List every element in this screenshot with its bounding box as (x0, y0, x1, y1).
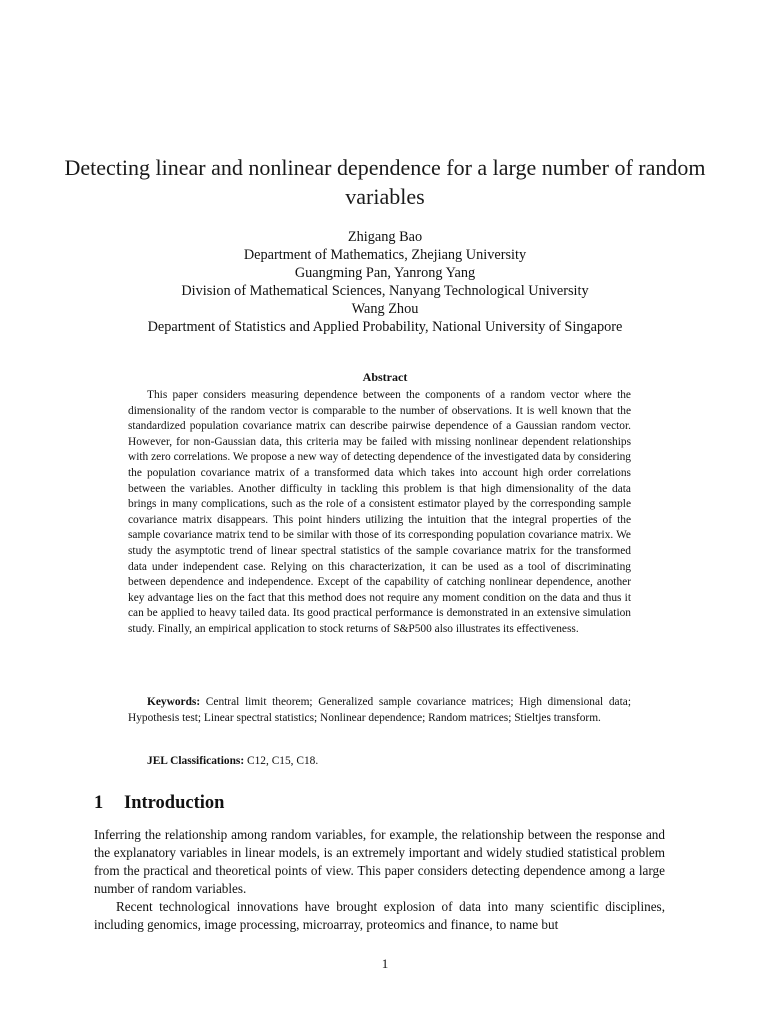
section-title: Introduction (124, 793, 225, 813)
keywords-label: Keywords: (147, 696, 201, 708)
author-name: Wang Zhou (351, 301, 419, 317)
intro-paragraph: Inferring the relationship among random variables, for example, the relationship between the response and the explanatory variables in linear models, is an extremely important and widely studied statistical problem from the practical and theoretical points of view. This paper considers detecting dependence among a large number of random variables. (94, 827, 665, 896)
section-heading (94, 791, 224, 815)
author-affiliation: Department of Statistics and Applied Probability, National University of Singapore (147, 319, 623, 335)
author-affiliation: Department of Mathematics, Zhejiang University (243, 247, 527, 263)
abstract-heading: Abstract (362, 370, 408, 384)
page-number: 1 (381, 956, 389, 971)
author-name: Guangming Pan, Yanrong Yang (294, 265, 476, 281)
keywords-paragraph (128, 695, 631, 726)
abstract-text: This paper considers measuring dependence between the components of a random vector where the dimensionality of the random vector is comparable to the number of observations. It is well known that the standardized population covariance matrix can describe pairwise dependence of a Gaussian random vector. However, for non-Gaussian data, this criteria may be failed with missing nonlinear dependent relationships with zero correlations. We propose a new way of detecting dependence of the investigated data by considering the population covariance matrix of a transformed data which takes into account high order correlations between the variables. Another difficulty in tackling this problem is that high dimensionality of the data brings in many complications, such as the role of a consistent estimator played by the corresponding sample covariance matrix disappears. This point hinders utilizing the intuition that the integral properties of the sample covariance matrix tend to be similar with those of its corresponding population covariance matrix. We study the asymptotic trend of linear spectral statistics of the sample covariance matrix for the transformed data under independent case. Relying on this characterization, it can be used as a tool of discriminating between dependence and independence. Except of the capability of catching nonlinear dependence, another key advantage lies on the fact that this method does not require any moment condition on the data and thus it can be applied to heavy tailed data. Its good practical performance is demonstrated in an extensive simulation study. Finally, an empirical application to stock returns of S&P500 also illustrates its effectiveness. (128, 389, 631, 635)
jel-label: JEL Classifications: (147, 755, 245, 767)
jel-text: C12, C15, C18. (247, 755, 319, 767)
keywords-text: Central limit theorem; Generalized sample covariance matrices; High dimensional data; Hypothesis test; Linear spectral statistics; Nonlinear dependence; Random matrices; Stieltjes transform. (128, 696, 631, 724)
author-affiliation: Division of Mathematical Sciences, Nanyang Technological University (181, 283, 589, 299)
jel-paragraph (128, 754, 631, 770)
section-number: 1 (94, 793, 104, 813)
paper-title: Detecting linear and nonlinear dependence for a large number of random variables (64, 155, 706, 209)
author-name: Zhigang Bao (347, 229, 423, 245)
author-block (40, 228, 730, 336)
intro-paragraph: Recent technological innovations have brought explosion of data into many scientific disciplines, including genomics, image processing, microarray, proteomics and finance, to name but (94, 899, 665, 932)
